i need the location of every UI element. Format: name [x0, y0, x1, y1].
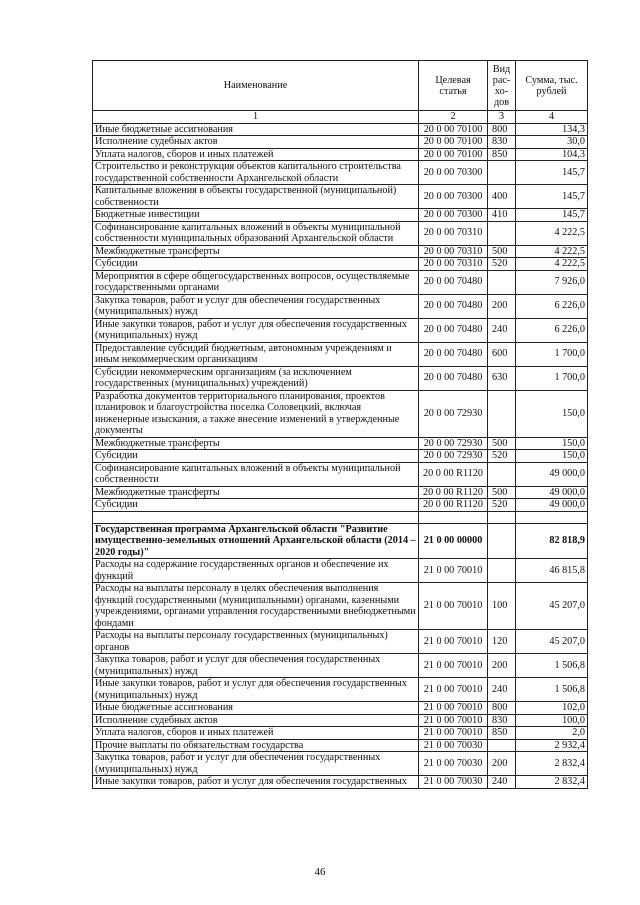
row-target-article-cell: 21 0 00 70030 [419, 752, 488, 776]
row-expense-type-cell: 100 [488, 583, 516, 630]
row-sum-cell: 145,7 [516, 161, 588, 185]
row-sum-cell: 7 926,0 [516, 270, 588, 294]
row-target-article-cell: 21 0 00 70010 [419, 559, 488, 583]
table-row [93, 486, 588, 499]
row-name-cell: Межбюджетные трансферты [93, 437, 419, 450]
page-number: 46 [314, 866, 326, 878]
row-target-article-cell: 21 0 00 70010 [419, 714, 488, 727]
row-expense-type-cell: 200 [488, 654, 516, 678]
header-sum: Сумма, тыс. рублей [516, 61, 588, 111]
row-name-cell: Субсидии [93, 450, 419, 463]
spacer-row [93, 511, 588, 523]
row-sum-cell: 145,7 [516, 185, 588, 209]
header-name: Наименование [93, 61, 419, 111]
row-name-cell: Разработка документов территориального планирования, проектов планировок и благоустройства поселка Соловецкий, включая инженерные изыскания, а также внесение изменений в утвержденные документы [93, 390, 419, 437]
table-row [93, 499, 588, 512]
row-name-cell: Строительство и реконструкция объектов капитального строительства государственной собственности Архангельской области [93, 161, 419, 185]
row-sum-cell: 2 832,4 [516, 752, 588, 776]
row-expense-type-cell: 500 [488, 437, 516, 450]
row-expense-type-cell: 120 [488, 630, 516, 654]
row-sum-cell: 145,7 [516, 209, 588, 222]
row-expense-type-cell: 830 [488, 136, 516, 149]
row-target-article-cell: 20 0 00 70310 [419, 258, 488, 271]
row-expense-type-cell: 600 [488, 342, 516, 366]
row-expense-type-cell: 800 [488, 123, 516, 136]
row-expense-type-cell [488, 462, 516, 486]
table-row [93, 559, 588, 583]
row-target-article-cell: 20 0 00 70100 [419, 123, 488, 136]
row-sum-cell: 46 815,8 [516, 559, 588, 583]
row-expense-type-cell [488, 523, 516, 559]
row-name-cell: Уплата налогов, сборов и иных платежей [93, 727, 419, 740]
row-target-article-cell: 20 0 00 70310 [419, 245, 488, 258]
row-expense-type-cell: 850 [488, 727, 516, 740]
table-row [93, 245, 588, 258]
table-row [93, 148, 588, 161]
row-sum-cell: 1 700,0 [516, 342, 588, 366]
row-name-cell: Межбюджетные трансферты [93, 245, 419, 258]
row-name-cell: Расходы на выплаты персоналу государственных (муниципальных) органов [93, 630, 419, 654]
row-sum-cell: 4 222,5 [516, 221, 588, 245]
table-body [93, 123, 588, 788]
row-target-article-cell: 21 0 00 70030 [419, 739, 488, 752]
row-sum-cell: 150,0 [516, 437, 588, 450]
row-expense-type-cell: 520 [488, 258, 516, 271]
row-name-cell: Расходы на содержание государственных органов и обеспечение их функций [93, 559, 419, 583]
row-target-article-cell: 21 0 00 70010 [419, 727, 488, 740]
row-name-cell: Прочие выплаты по обязательствам государства [93, 739, 419, 752]
row-target-article-cell: 20 0 00 70480 [419, 318, 488, 342]
row-target-article-cell: 20 0 00 70480 [419, 342, 488, 366]
row-target-article-cell: 20 0 00 70100 [419, 136, 488, 149]
table-row [93, 270, 588, 294]
row-target-article-cell: 21 0 00 00000 [419, 523, 488, 559]
table-row [93, 727, 588, 740]
table-row [93, 523, 588, 559]
row-expense-type-cell: 520 [488, 450, 516, 463]
table-row [93, 583, 588, 630]
row-sum-cell: 2,0 [516, 727, 588, 740]
row-name-cell: Межбюджетные трансферты [93, 486, 419, 499]
row-expense-type-cell: 500 [488, 486, 516, 499]
table-row [93, 654, 588, 678]
row-target-article-cell: 20 0 00 R1120 [419, 462, 488, 486]
row-name-cell: Исполнение судебных актов [93, 136, 419, 149]
row-sum-cell [516, 511, 588, 523]
row-name-cell [93, 511, 419, 523]
table-row [93, 450, 588, 463]
table-row [93, 294, 588, 318]
table-row [93, 630, 588, 654]
row-expense-type-cell [488, 739, 516, 752]
table-row [93, 752, 588, 776]
header-target-article: Целевая статья [419, 61, 488, 111]
row-expense-type-cell: 850 [488, 148, 516, 161]
row-target-article-cell: 20 0 00 72930 [419, 390, 488, 437]
row-sum-cell: 49 000,0 [516, 462, 588, 486]
table-row [93, 714, 588, 727]
row-expense-type-cell [488, 221, 516, 245]
row-sum-cell: 6 226,0 [516, 318, 588, 342]
table-row [93, 678, 588, 702]
row-target-article-cell: 20 0 00 R1120 [419, 499, 488, 512]
row-name-cell: Капитальные вложения в объекты государственной (муниципальной) собственности [93, 185, 419, 209]
row-target-article-cell: 21 0 00 70010 [419, 654, 488, 678]
row-sum-cell: 49 000,0 [516, 499, 588, 512]
row-sum-cell: 2 832,4 [516, 776, 588, 789]
budget-table [92, 60, 588, 789]
row-target-article-cell: 21 0 00 70010 [419, 630, 488, 654]
row-name-cell: Мероприятия в сфере общегосударственных вопросов, осуществляемые государственными органами [93, 270, 419, 294]
row-target-article-cell: 20 0 00 72930 [419, 450, 488, 463]
row-expense-type-cell: 400 [488, 185, 516, 209]
table-row [93, 123, 588, 136]
row-sum-cell: 150,0 [516, 390, 588, 437]
row-target-article-cell: 20 0 00 70300 [419, 161, 488, 185]
row-target-article-cell: 21 0 00 70010 [419, 583, 488, 630]
row-target-article-cell: 20 0 00 70300 [419, 185, 488, 209]
row-name-cell: Иные закупки товаров, работ и услуг для обеспечения государственных (муниципальных) нужд [93, 678, 419, 702]
row-expense-type-cell: 240 [488, 678, 516, 702]
row-name-cell: Исполнение судебных актов [93, 714, 419, 727]
row-expense-type-cell: 800 [488, 702, 516, 715]
row-sum-cell: 1 506,8 [516, 678, 588, 702]
row-sum-cell: 1 700,0 [516, 366, 588, 390]
row-name-cell: Софинансирование капитальных вложений в объекты муниципальной собственности муниципальных образований Архангельской области [93, 221, 419, 245]
row-name-cell: Иные закупки товаров, работ и услуг для обеспечения государственных (муниципальных) нужд [93, 318, 419, 342]
row-target-article-cell: 20 0 00 72930 [419, 437, 488, 450]
row-sum-cell: 30,0 [516, 136, 588, 149]
row-sum-cell: 1 506,8 [516, 654, 588, 678]
row-sum-cell: 100,0 [516, 714, 588, 727]
row-target-article-cell: 21 0 00 70030 [419, 776, 488, 789]
row-name-cell: Иные закупки товаров, работ и услуг для обеспечения государственных [93, 776, 419, 789]
column-number-row [93, 111, 588, 124]
header-row [93, 61, 588, 111]
row-name-cell: Закупка товаров, работ и услуг для обеспечения государственных (муниципальных) нужд [93, 294, 419, 318]
row-sum-cell: 2 932,4 [516, 739, 588, 752]
row-sum-cell: 150,0 [516, 450, 588, 463]
row-expense-type-cell: 410 [488, 209, 516, 222]
row-sum-cell: 49 000,0 [516, 486, 588, 499]
row-sum-cell: 6 226,0 [516, 294, 588, 318]
row-target-article-cell: 20 0 00 70100 [419, 148, 488, 161]
table-row [93, 437, 588, 450]
row-expense-type-cell: 200 [488, 294, 516, 318]
row-sum-cell: 82 818,9 [516, 523, 588, 559]
row-name-cell: Предоставление субсидий бюджетным, автономным учреждениям и иным некоммерческим организациям [93, 342, 419, 366]
row-sum-cell: 45 207,0 [516, 630, 588, 654]
row-name-cell: Уплата налогов, сборов и иных платежей [93, 148, 419, 161]
row-sum-cell: 4 222,5 [516, 245, 588, 258]
row-name-cell: Иные бюджетные ассигнования [93, 702, 419, 715]
row-expense-type-cell [488, 161, 516, 185]
table-row [93, 136, 588, 149]
table-row [93, 221, 588, 245]
row-name-cell: Софинансирование капитальных вложений в объекты муниципальной собственности [93, 462, 419, 486]
row-target-article-cell: 20 0 00 70480 [419, 270, 488, 294]
row-target-article-cell: 20 0 00 70310 [419, 221, 488, 245]
row-sum-cell: 4 222,5 [516, 258, 588, 271]
table-row [93, 318, 588, 342]
row-expense-type-cell [488, 390, 516, 437]
table-row [93, 161, 588, 185]
row-expense-type-cell: 830 [488, 714, 516, 727]
row-target-article-cell [419, 511, 488, 523]
row-name-cell: Государственная программа Архангельской области "Развитие имущественно-земельных отношений Архангельской области (2014 – 2020 годы)" [93, 523, 419, 559]
row-expense-type-cell: 630 [488, 366, 516, 390]
column-number: 2 [419, 111, 488, 124]
column-number: 4 [516, 111, 588, 124]
table-row [93, 258, 588, 271]
row-name-cell: Субсидии некоммерческим организациям (за исключением государственных (муниципальных) учреждений) [93, 366, 419, 390]
table-row [93, 366, 588, 390]
row-expense-type-cell [488, 559, 516, 583]
row-name-cell: Субсидии [93, 499, 419, 512]
table-row [93, 342, 588, 366]
row-name-cell: Закупка товаров, работ и услуг для обеспечения государственных (муниципальных) нужд [93, 654, 419, 678]
row-sum-cell: 45 207,0 [516, 583, 588, 630]
row-expense-type-cell [488, 511, 516, 523]
row-name-cell: Субсидии [93, 258, 419, 271]
row-expense-type-cell: 500 [488, 245, 516, 258]
column-number: 1 [93, 111, 419, 124]
row-expense-type-cell: 520 [488, 499, 516, 512]
row-target-article-cell: 20 0 00 70480 [419, 366, 488, 390]
table-row [93, 776, 588, 789]
column-number: 3 [488, 111, 516, 124]
row-name-cell: Расходы на выплаты персоналу в целях обеспечения выполнения функций государственными (муниципальными) органами, казенными учреждениями, органами управления государственными внебюджетными фондами [93, 583, 419, 630]
table-row [93, 739, 588, 752]
row-expense-type-cell [488, 270, 516, 294]
row-name-cell: Закупка товаров, работ и услуг для обеспечения государственных (муниципальных) нужд [93, 752, 419, 776]
row-target-article-cell: 21 0 00 70010 [419, 702, 488, 715]
row-name-cell: Бюджетные инвестиции [93, 209, 419, 222]
table-row [93, 390, 588, 437]
table-row [93, 702, 588, 715]
row-target-article-cell: 21 0 00 70010 [419, 678, 488, 702]
row-target-article-cell: 20 0 00 R1120 [419, 486, 488, 499]
row-target-article-cell: 20 0 00 70480 [419, 294, 488, 318]
row-expense-type-cell: 240 [488, 318, 516, 342]
row-sum-cell: 104,3 [516, 148, 588, 161]
table-row [93, 462, 588, 486]
row-expense-type-cell: 240 [488, 776, 516, 789]
row-name-cell: Иные бюджетные ассигнования [93, 123, 419, 136]
row-sum-cell: 134,3 [516, 123, 588, 136]
table-row [93, 185, 588, 209]
header-expense-type: Вид рас-хо-дов [488, 61, 516, 111]
table-row [93, 209, 588, 222]
row-sum-cell: 102,0 [516, 702, 588, 715]
row-expense-type-cell: 200 [488, 752, 516, 776]
row-target-article-cell: 20 0 00 70300 [419, 209, 488, 222]
